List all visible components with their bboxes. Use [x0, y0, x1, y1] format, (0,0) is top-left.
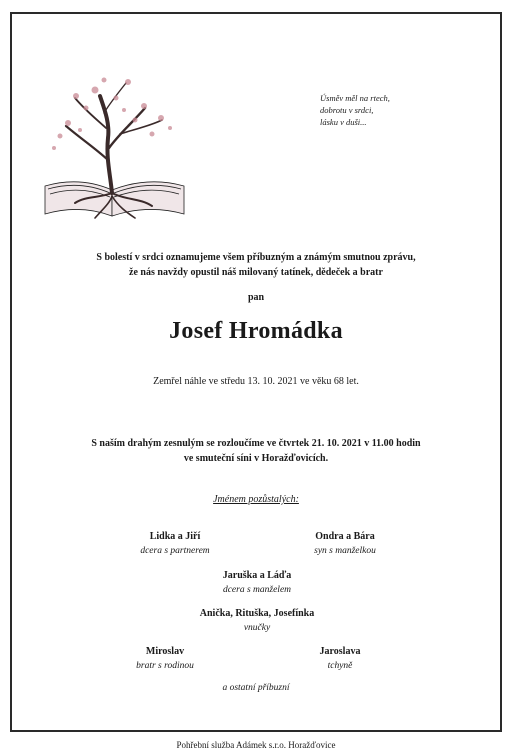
- family-member-relation: dcera s partnerem: [140, 546, 210, 556]
- family-member: [260, 645, 420, 673]
- family-member: [95, 530, 255, 558]
- family-member-relation: dcera s manželem: [222, 585, 292, 595]
- family-member: [177, 569, 337, 597]
- family-member-relation: syn s manželkou: [314, 546, 376, 556]
- family-member: [265, 530, 425, 558]
- family-member-name: Ondra a Bára: [315, 531, 375, 542]
- tree-on-book-illustration: [40, 68, 190, 228]
- intro-line: S bolestí v srdci oznamujeme všem příbuzným a známým smutnou zprávu,: [96, 252, 416, 263]
- family-member-name: Lidka a Jiří: [149, 531, 201, 542]
- intro-text: [10, 250, 502, 280]
- title-prefix: pan: [247, 292, 265, 303]
- family-member: [85, 645, 245, 673]
- poem-line: Úsměv měl na rtech,: [320, 93, 390, 103]
- family-member-name: Miroslav: [145, 646, 185, 657]
- deceased-name: Josef Hromádka: [169, 318, 343, 344]
- farewell-line: ve smuteční síni v Horažďovicích.: [183, 453, 329, 464]
- family-member-relation: vnučky: [243, 623, 271, 633]
- poem: [320, 92, 390, 128]
- family-member-name: Anička, Rituška, Josefínka: [199, 608, 315, 619]
- family-member-name: Jaroslava: [319, 646, 361, 657]
- poem-line: dobrotu v srdci,: [320, 105, 374, 115]
- family-member-relation: tchyně: [327, 661, 353, 671]
- other-relatives: a ostatní příbuzní: [222, 683, 290, 693]
- funeral-service-footer: Pohřební služba Adámek s.r.o. Horažďovice: [176, 740, 336, 750]
- family-member-relation: bratr s rodinou: [136, 661, 194, 671]
- poem-line: lásku v duši...: [320, 117, 367, 127]
- farewell-text: [10, 436, 502, 466]
- on-behalf-heading: Jménem pozůstalých:: [213, 494, 299, 505]
- intro-line: že nás navždy opustil náš milovaný tatínek, dědeček a bratr: [129, 267, 383, 278]
- death-notice: Zemřel náhle ve středu 13. 10. 2021 ve věku 68 let.: [153, 376, 359, 387]
- family-member-name: Jaruška a Láďa: [222, 570, 292, 581]
- family-member: [167, 607, 347, 635]
- farewell-line: S naším drahým zesnulým se rozloučíme ve čtvrtek 21. 10. 2021 v 11.00 hodin: [91, 438, 421, 449]
